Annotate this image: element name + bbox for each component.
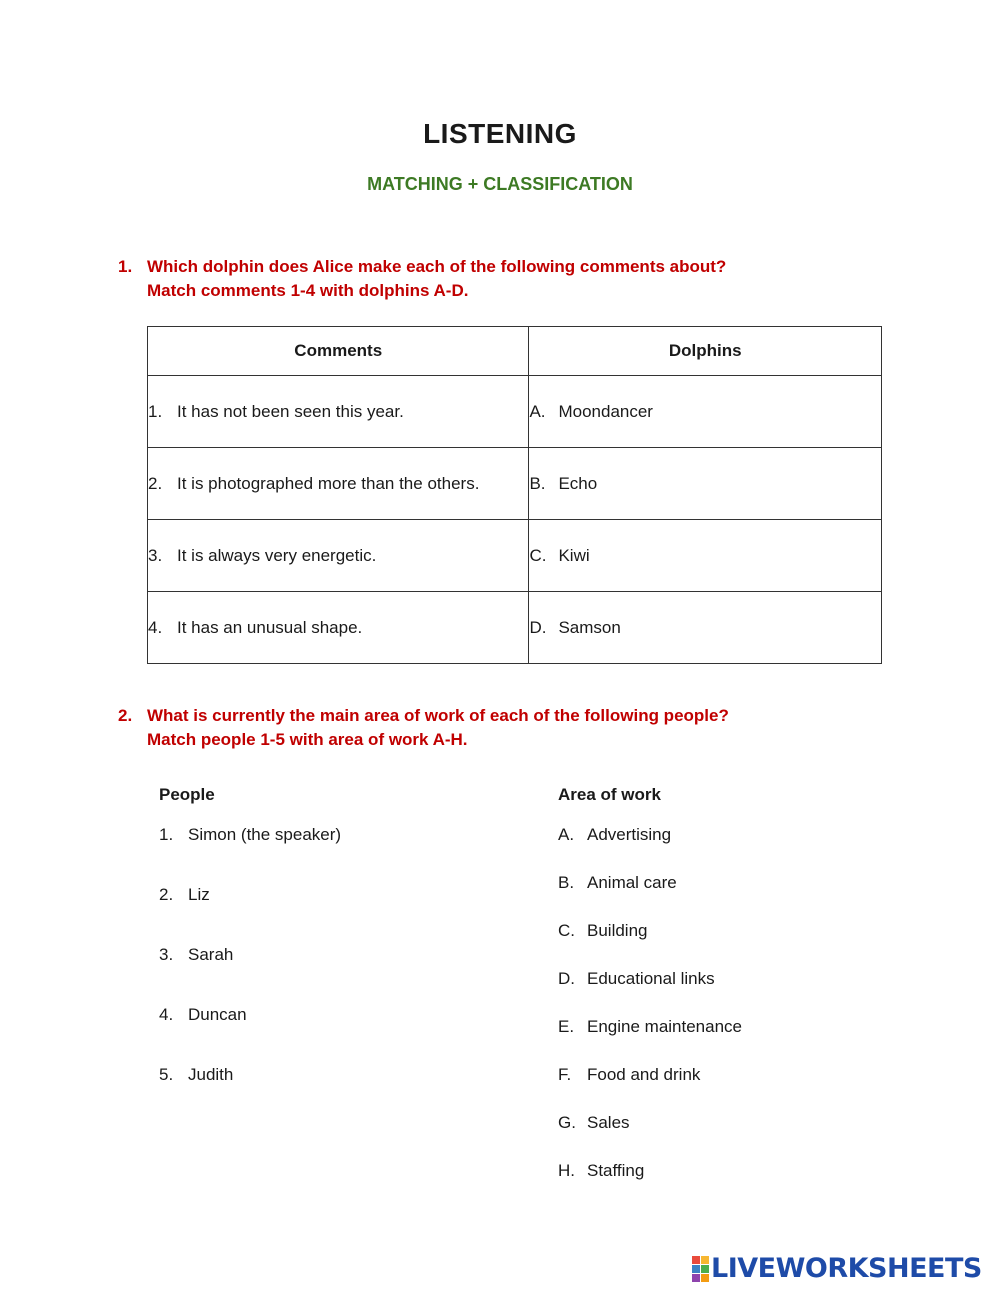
person-number: 1. — [159, 825, 174, 844]
area-name: Staffing — [587, 1161, 645, 1180]
table-row — [148, 520, 882, 592]
list-item — [558, 1017, 742, 1065]
person-name: Sarah — [188, 945, 234, 964]
area-name: Advertising — [587, 825, 672, 844]
area-name: Building — [587, 921, 648, 940]
dolphin-letter: C. — [529, 545, 547, 565]
page-subtitle: MATCHING + CLASSIFICATION — [367, 174, 633, 194]
list-item — [558, 825, 742, 873]
person-number: 4. — [159, 1005, 174, 1024]
question-2-number: 2. — [118, 706, 133, 725]
comment-cell — [148, 520, 529, 592]
dolphin-name: Echo — [558, 473, 598, 493]
question-1-line-2: Match comments 1-4 with dolphins A-D. — [147, 281, 469, 300]
dolphin-matching-table — [147, 326, 882, 664]
comment-text: It is always very energetic. — [177, 545, 377, 565]
table-row — [148, 592, 882, 664]
list-item — [159, 825, 341, 885]
dolphin-cell — [529, 376, 882, 448]
dolphin-cell — [529, 520, 882, 592]
logo-tile — [701, 1274, 709, 1282]
person-number: 5. — [159, 1065, 174, 1084]
dolphin-letter: A. — [529, 401, 546, 421]
list-item — [159, 1005, 341, 1065]
list-item — [558, 969, 742, 1017]
area-letter: C. — [558, 921, 575, 940]
person-name: Simon (the speaker) — [188, 825, 342, 844]
comment-text: It is photographed more than the others. — [177, 473, 480, 493]
area-letter: G. — [558, 1113, 576, 1132]
liveworksheets-logo[interactable] — [692, 1253, 982, 1284]
question-1-line-1: Which dolphin does Alice make each of the following comments about? — [147, 257, 727, 276]
comment-cell — [148, 592, 529, 664]
dolphin-name: Kiwi — [558, 545, 590, 565]
comment-cell — [148, 448, 529, 520]
logo-tile — [701, 1265, 709, 1273]
area-letter: D. — [558, 969, 575, 988]
area-name: Engine maintenance — [587, 1017, 743, 1036]
area-name: Food and drink — [587, 1065, 701, 1084]
area-letter: A. — [558, 825, 575, 844]
logo-tile — [692, 1265, 700, 1273]
list-item — [558, 1065, 742, 1113]
dolphin-cell — [529, 448, 882, 520]
person-number: 2. — [159, 885, 174, 904]
area-name: Animal care — [587, 873, 677, 892]
person-name: Liz — [188, 885, 210, 904]
dolphin-cell — [529, 592, 882, 664]
comment-number: 4. — [148, 617, 163, 637]
comment-cell — [148, 376, 529, 448]
area-letter: B. — [558, 873, 575, 892]
list-item — [159, 1065, 341, 1125]
logo-tile — [692, 1274, 700, 1282]
people-list — [159, 825, 341, 1125]
logo-tile — [701, 1256, 709, 1264]
area-of-work-list — [558, 825, 742, 1209]
area-letter: H. — [558, 1161, 575, 1180]
area-letter: E. — [558, 1017, 575, 1036]
question-2-line-1: What is currently the main area of work of each of the following people? — [147, 706, 729, 725]
table-row — [148, 376, 882, 448]
area-name: Sales — [587, 1113, 630, 1132]
dolphins-header: Dolphins — [529, 327, 882, 376]
comments-header: Comments — [148, 327, 529, 376]
dolphin-name: Samson — [558, 617, 621, 637]
area-of-work-heading: Area of work — [558, 785, 661, 804]
comment-number: 1. — [148, 401, 163, 421]
list-item — [558, 873, 742, 921]
question-2-line-2: Match people 1-5 with area of work A-H. — [147, 730, 468, 749]
question-2 — [118, 704, 878, 752]
person-number: 3. — [159, 945, 174, 964]
comment-number: 2. — [148, 473, 163, 493]
area-name: Educational links — [587, 969, 715, 988]
liveworksheets-logo-icon — [692, 1256, 709, 1282]
table-row — [148, 448, 882, 520]
person-name: Judith — [188, 1065, 234, 1084]
logo-tile — [692, 1256, 700, 1264]
question-1 — [118, 255, 878, 303]
people-heading: People — [159, 785, 215, 804]
person-name: Duncan — [188, 1005, 247, 1024]
dolphin-name: Moondancer — [558, 401, 653, 421]
list-item — [159, 945, 341, 1005]
list-item — [558, 921, 742, 969]
comment-text: It has an unusual shape. — [177, 617, 363, 637]
liveworksheets-wordmark: LIVEWORKSHEETS — [711, 1253, 982, 1284]
question-1-number: 1. — [118, 257, 133, 276]
list-item — [558, 1113, 742, 1161]
page-title: LISTENING — [423, 118, 577, 149]
comment-number: 3. — [148, 545, 163, 565]
list-item — [159, 885, 341, 945]
area-letter: F. — [558, 1065, 572, 1084]
list-item — [558, 1161, 742, 1209]
dolphin-letter: B. — [529, 473, 546, 493]
dolphin-letter: D. — [529, 617, 547, 637]
comment-text: It has not been seen this year. — [177, 401, 404, 421]
